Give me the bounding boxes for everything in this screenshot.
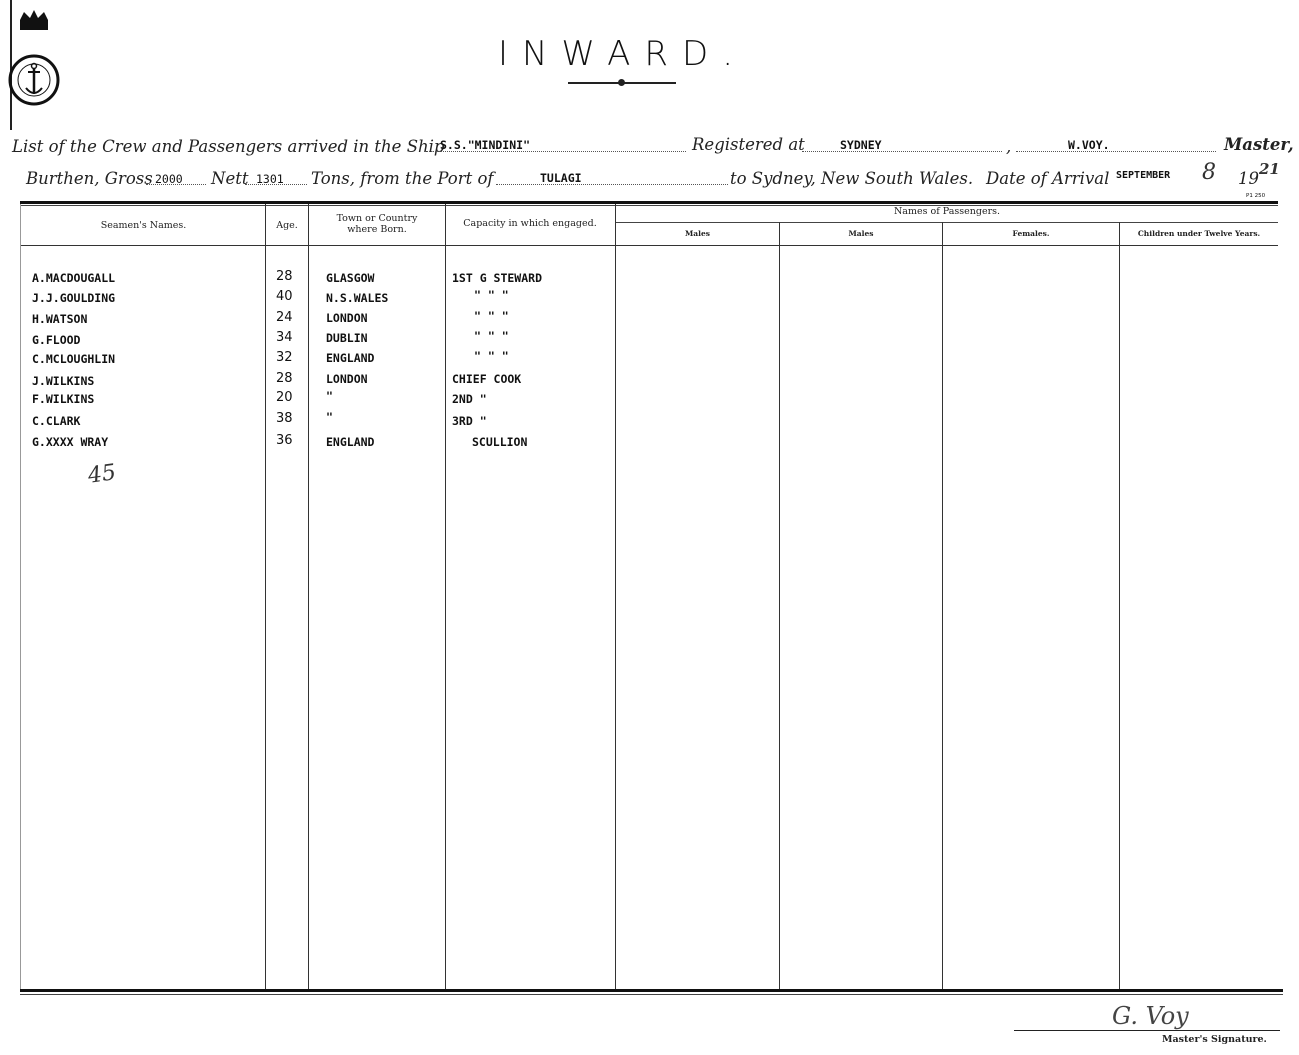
crew-born: DUBLIN [326, 331, 368, 345]
form-code: P1 250 [1246, 193, 1266, 199]
crew-born: " [326, 410, 333, 424]
table-bottom-rule [20, 989, 1283, 992]
crew-age: 24 [276, 310, 293, 325]
crew-capacity: " " " [474, 309, 509, 323]
crew-capacity: 1ST G STEWARD [452, 271, 543, 285]
table-top-rule [20, 201, 1278, 204]
port-dots [496, 184, 728, 185]
passenger-subheader-rule [616, 222, 1278, 223]
nett-value: 1301 [256, 172, 284, 186]
crew-age: 36 [276, 433, 293, 448]
header-males-2: Males [848, 229, 874, 238]
crew-born: LONDON [326, 372, 368, 386]
crew-born: N.S.WALES [326, 291, 389, 305]
crew-age: 32 [276, 350, 293, 365]
master-signature: G. Voy [1112, 1002, 1189, 1030]
arrival-month: SEPTEMBER [1116, 170, 1171, 181]
crew-capacity: " " " [474, 288, 509, 302]
header-bottom-rule [20, 245, 1278, 246]
burthen-label: Burthen, Gross [26, 169, 153, 188]
header-passengers: Names of Passengers. [893, 206, 1001, 217]
crew-capacity: CHIEF COOK [452, 372, 522, 386]
col-line-children [1119, 222, 1120, 991]
crew-age: 40 [276, 289, 293, 304]
crew-capacity: SCULLION [472, 435, 528, 449]
crew-name: G.FLOOD [32, 333, 81, 347]
crew-age: 28 [276, 269, 293, 284]
date-label: Date of Arrival [986, 169, 1110, 188]
crew-name: C.MCLOUGHLIN [32, 352, 116, 366]
crew-capacity: " " " [474, 349, 509, 363]
header-names: Seamen's Names. [100, 220, 187, 231]
line1-comma: , [1006, 137, 1012, 156]
crew-born: " [326, 389, 333, 403]
crew-name: A.MACDOUGALL [32, 271, 116, 285]
master-name: W.VOY. [1068, 138, 1110, 152]
crew-name: J.J.GOULDING [32, 291, 116, 305]
form-title: INWARD. [497, 34, 748, 74]
crew-name: H.WATSON [32, 312, 88, 326]
crew-name: G.XXXX WRAY [32, 435, 109, 449]
ship-name: S.S."MINDINI" [440, 138, 531, 152]
signature-label: Master's Signature. [1162, 1034, 1267, 1045]
tons-label: Tons, from the Port of [311, 169, 494, 188]
header-females: Females. [1012, 229, 1050, 238]
crew-born: GLASGOW [326, 271, 375, 285]
to-label: to Sydney, New South Wales. [730, 169, 974, 188]
crew-age: 28 [276, 371, 293, 386]
header-capacity: Capacity in which engaged. [463, 218, 597, 229]
crew-age: 38 [276, 411, 293, 426]
header-age: Age. [276, 220, 298, 231]
line1-prefix: List of the Crew and Passengers arrived in the Ship [12, 137, 445, 156]
registered-port: SYDNEY [840, 138, 882, 152]
arrival-day: 8 [1202, 160, 1216, 185]
gross-value: 2000 [155, 172, 183, 186]
col-line-town [308, 204, 309, 991]
header-town: Town or Country where Born. [336, 213, 418, 235]
crew-capacity: 2ND " [452, 392, 487, 406]
crew-born: ENGLAND [326, 435, 375, 449]
title-ornament [568, 82, 676, 84]
table-left-edge [20, 204, 21, 991]
col-line-capacity [445, 204, 446, 991]
header-children: Children under Twelve Years. [1137, 229, 1261, 238]
year-suffix: 21 [1259, 160, 1280, 178]
col-line-females [942, 222, 943, 991]
col-line-age [265, 204, 266, 991]
master-label: Master, [1224, 135, 1294, 154]
crew-name: C.CLARK [32, 414, 81, 428]
crew-age: 34 [276, 330, 293, 345]
crew-capacity: " " " [474, 329, 509, 343]
nett-label: Nett [211, 169, 249, 188]
crew-born: ENGLAND [326, 351, 375, 365]
col-line-passengers [615, 204, 616, 991]
signature-line [1014, 1030, 1280, 1031]
col-line-males2 [779, 222, 780, 991]
handwritten-note: 45 [86, 460, 118, 489]
year-prefix: 19 [1238, 169, 1259, 188]
crew-name: J.WILKINS [32, 374, 95, 388]
crew-name: F.WILKINS [32, 392, 95, 406]
master-dots [1016, 151, 1216, 152]
registered-dots [802, 151, 1002, 152]
crew-capacity: 3RD " [452, 414, 487, 428]
port-from: TULAGI [540, 171, 582, 185]
crew-age: 20 [276, 390, 293, 405]
registered-label: Registered at [692, 135, 805, 154]
crew-born: LONDON [326, 311, 368, 325]
table-bottom-rule-thin [20, 994, 1283, 995]
header-males-1: Males [684, 229, 710, 238]
